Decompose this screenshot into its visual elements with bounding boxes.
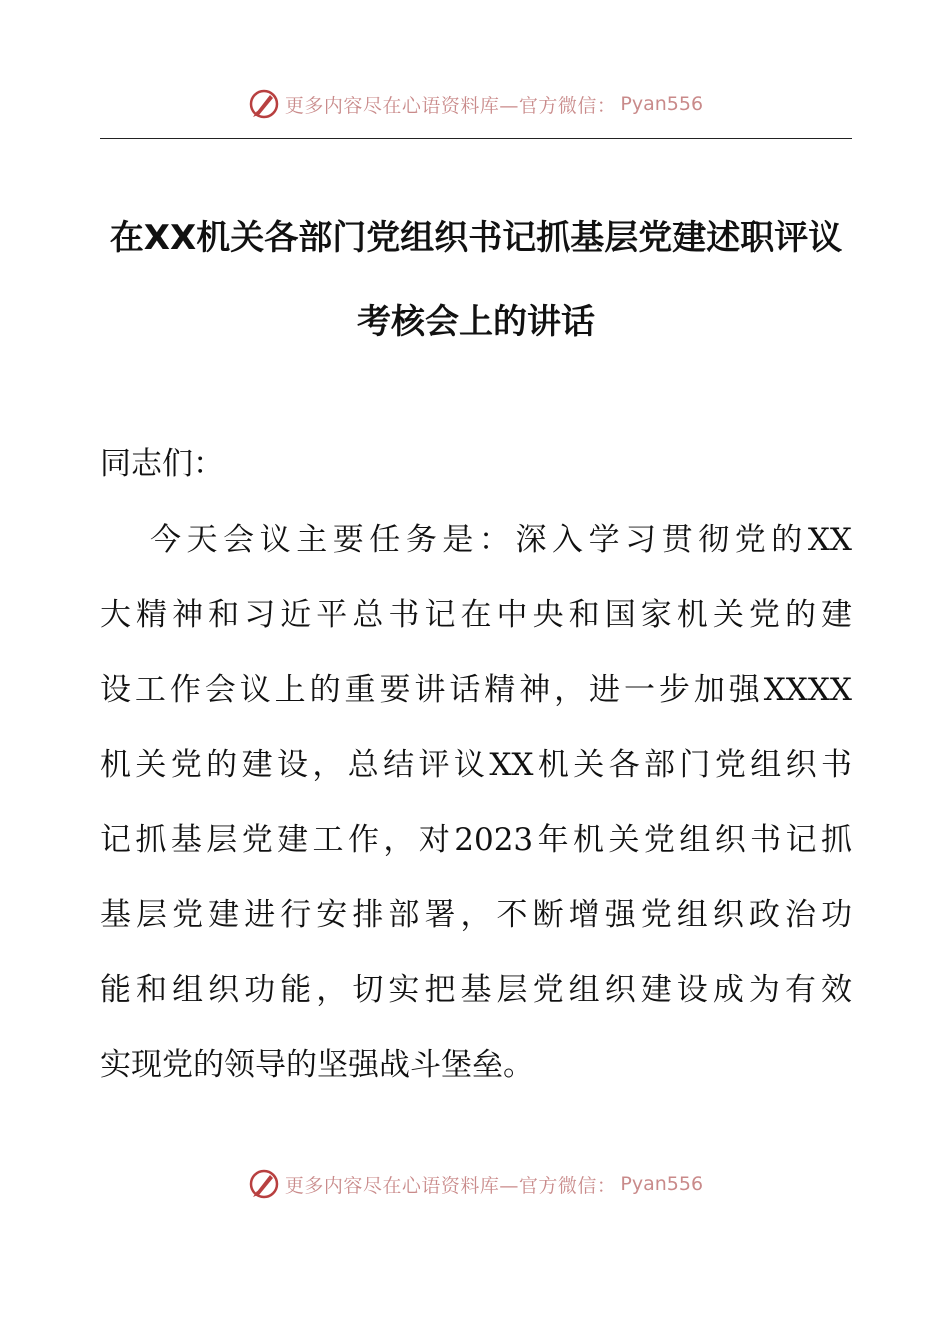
banner-wechat-id: Pyan556	[620, 93, 704, 115]
paragraph-line: 基层党建进行安排部署，不断增强党组织政治功	[100, 897, 852, 933]
title-line-1: 在XX机关各部门党组织书记抓基层党建述职评议	[109, 218, 843, 258]
paragraph-line: 能和组织功能，切实把基层党组织建设成为有效	[100, 972, 852, 1008]
footer-banner	[0, 1164, 950, 1204]
banner-text: 更多内容尽在心语资料库—官方微信：	[284, 1174, 617, 1197]
pen-nib-logo-icon	[247, 87, 281, 121]
paragraph-line: 记抓基层党建工作，对2023年机关党组织书记抓	[100, 822, 852, 858]
paragraph-line: 实现党的领导的坚强战斗堡垒。	[100, 1047, 534, 1083]
pen-nib-logo-icon	[247, 1167, 281, 1201]
header-divider	[100, 138, 852, 139]
banner-wechat-id: Pyan556	[620, 1173, 704, 1195]
title-line-2: 考核会上的讲话	[357, 302, 595, 342]
header-banner	[0, 84, 950, 124]
paragraph-line: 机关党的建设，总结评议XX机关各部门党组织书	[100, 747, 852, 783]
paragraph-line: 大精神和习近平总书记在中央和国家机关党的建	[100, 597, 852, 633]
paragraph-line: 今天会议主要任务是：深入学习贯彻党的XX	[150, 522, 852, 558]
paragraph-line: 设工作会议上的重要讲话精神，进一步加强XXXX	[100, 672, 852, 708]
document-title	[100, 196, 852, 364]
banner-text: 更多内容尽在心语资料库—官方微信：	[284, 94, 617, 117]
greeting: 同志们：	[100, 446, 224, 482]
body-paragraph	[100, 518, 852, 1118]
